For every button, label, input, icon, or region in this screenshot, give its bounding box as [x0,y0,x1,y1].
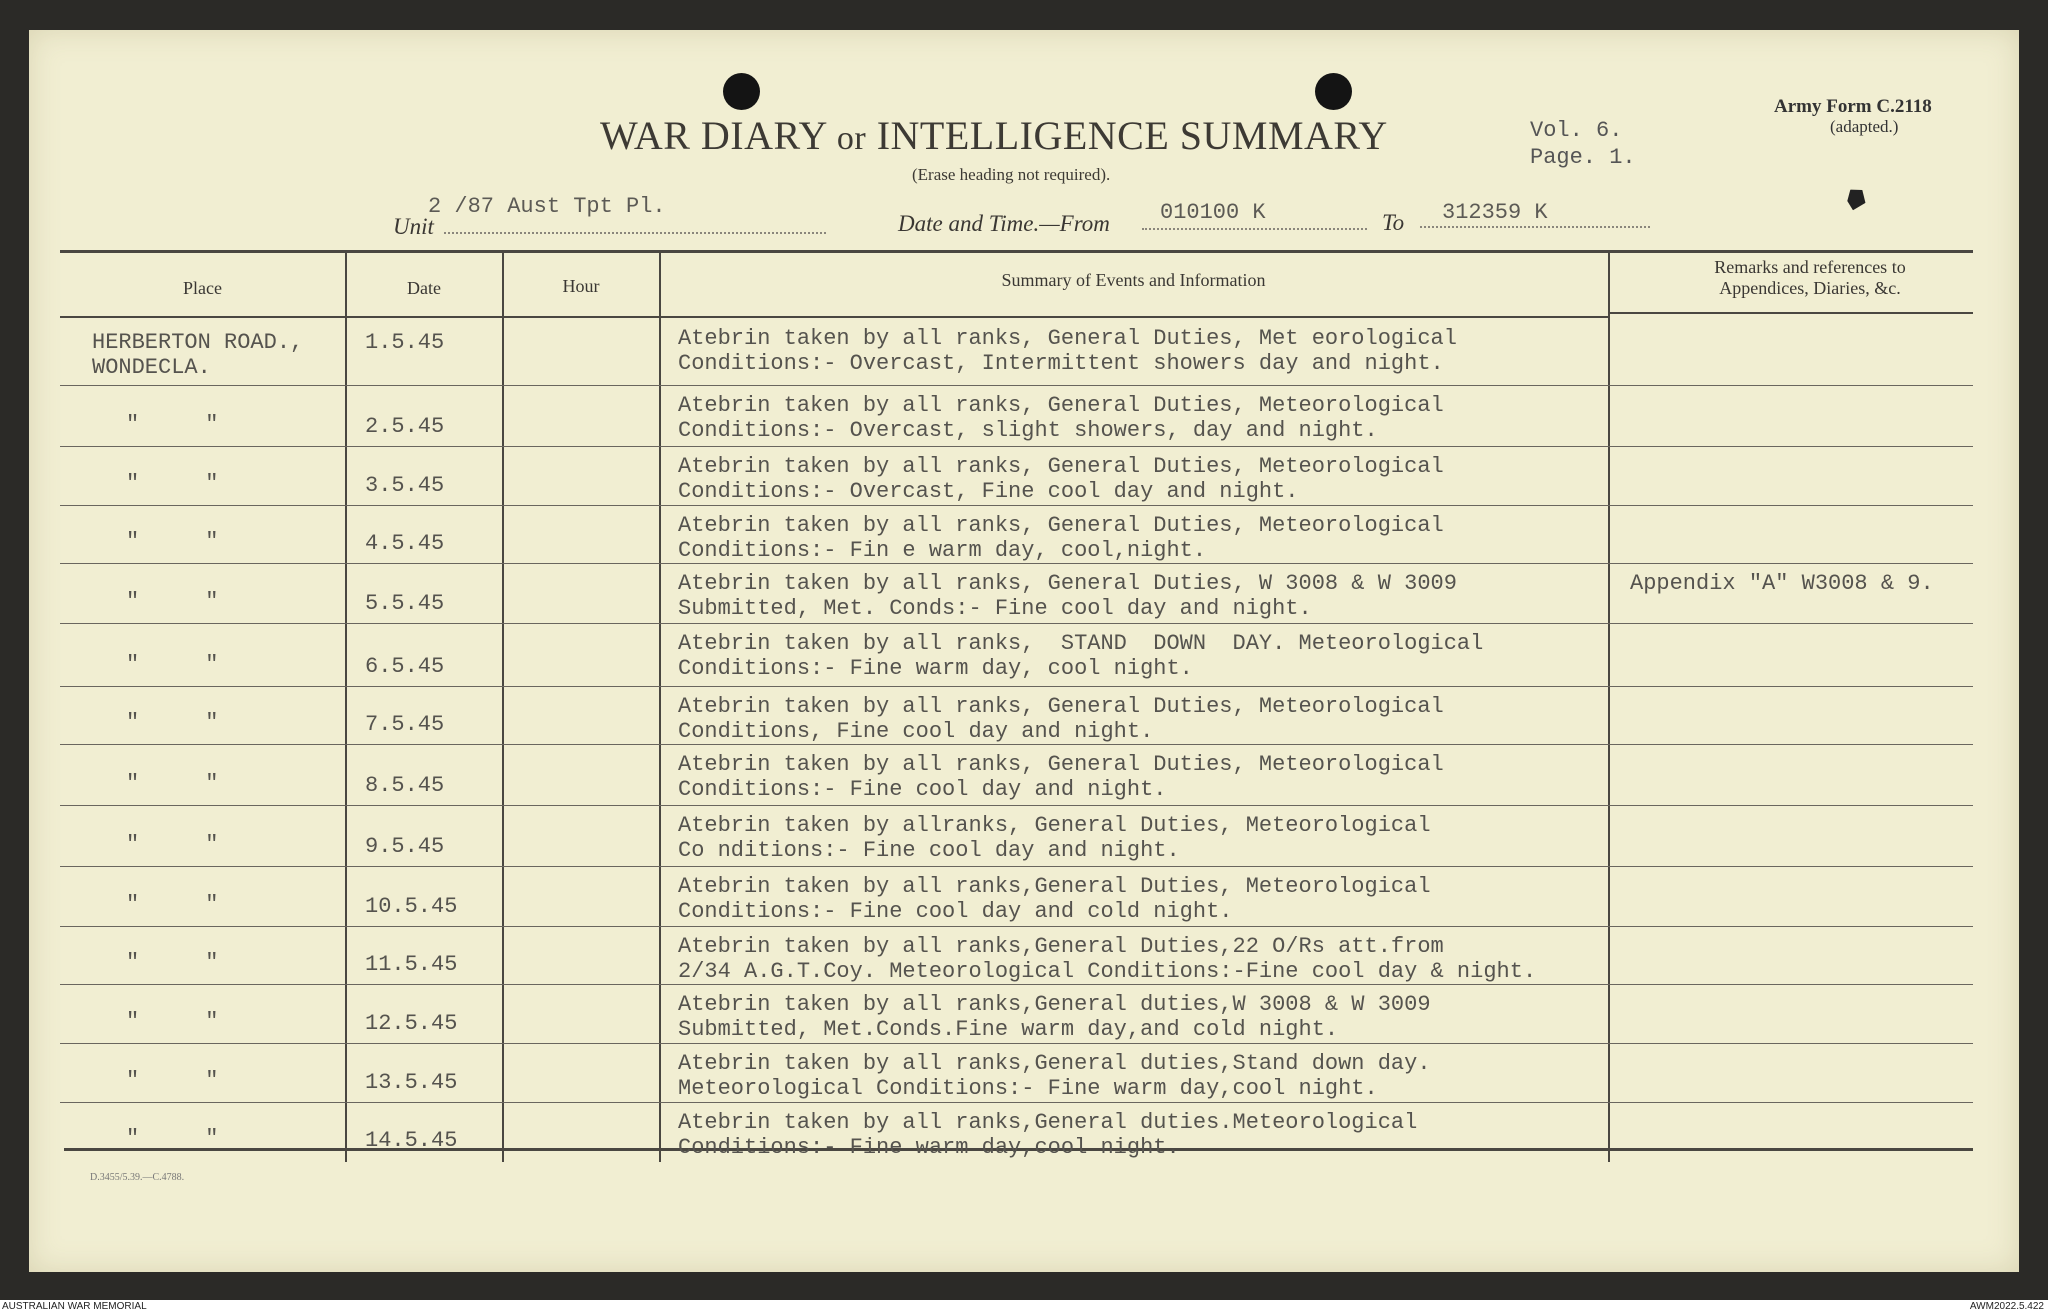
column-header-date: Date [407,278,441,298]
summary-line: Atebrin taken by all ranks, STAND DOWN DAY. Meteorological [678,631,1484,656]
form-print-code: D.3455/5.39.—C.4788. [90,1172,185,1183]
place-cell: " " [126,771,219,796]
archive-reference: AWM2022.5.422 [1969,1301,2044,1312]
place-cell: " " [126,892,219,917]
place-cell: " " [126,1009,219,1034]
date-time-label: Date and Time.—From [898,211,1110,236]
row-divider [60,805,1973,806]
date-cell: 14.5.45 [365,1128,458,1153]
date-from-line [1142,228,1367,230]
place-cell: " " [126,471,219,496]
unit-line [444,232,826,234]
summary-line: Conditions:- Overcast, slight showers, day and night. [678,418,1378,443]
punch-hole [1315,73,1352,110]
date-cell: 12.5.45 [365,1011,458,1036]
date-cell: 10.5.45 [365,894,458,919]
header-divider [60,316,1608,318]
date-cell: 9.5.45 [365,834,445,859]
date-cell: 5.5.45 [365,591,445,616]
summary-line: Conditions:- Fine cool day and cold night. [678,899,1233,924]
column-header-summary: Summary of Events and Information [1001,270,1266,290]
summary-line: Atebrin taken by all ranks,General duties.Meteorological [678,1110,1418,1135]
form-subtitle: (Erase heading not required). [912,165,1111,184]
remarks-header-line: Remarks and references to [1714,257,1906,277]
row-divider [60,984,1973,985]
date-cell: 6.5.45 [365,654,445,679]
row-divider [60,446,1973,447]
place-cell: " " [126,1068,219,1093]
column-divider [345,252,347,1162]
summary-line: Atebrin taken by all ranks,General Duties, Meteorological [678,874,1431,899]
unit-value: 2 /87 Aust Tpt Pl. [428,194,666,219]
column-header-place: Place [183,278,222,298]
row-divider [60,385,1973,386]
place-cell: " " [126,832,219,857]
summary-line: Atebrin taken by all ranks, General Duties, Meteorological [678,694,1444,719]
place-cell: " " [126,412,219,437]
summary-line: Conditions:- Fin e warm day, cool,night. [678,538,1207,563]
row-divider [60,866,1973,867]
row-divider [60,1043,1973,1044]
title-or: or [836,120,867,157]
summary-line: Submitted, Met. Conds:- Fine cool day and night. [678,596,1312,621]
summary-line: Atebrin taken by all ranks,General Duties,22 O/Rs att.from [678,934,1444,959]
column-divider [1608,252,1610,1162]
row-divider [60,686,1973,687]
date-to-line [1420,226,1650,228]
place-cell: " " [126,589,219,614]
archive-credit: AUSTRALIAN WAR MEMORIAL [2,1301,147,1312]
column-divider [659,252,661,1162]
place-cell: " " [126,950,219,975]
summary-line: Atebrin taken by all ranks, General Duties, Met eorological [678,326,1457,351]
place-cell: " " [126,710,219,735]
remarks-cell: Appendix "A" W3008 & 9. [1630,571,1934,596]
row-divider [60,623,1973,624]
date-from-value: 010100 K [1160,200,1266,225]
summary-line: Atebrin taken by all ranks, General Duties, Meteorological [678,454,1444,479]
army-form-adapted: (adapted.) [1830,117,1899,136]
row-divider [60,505,1973,506]
army-form-number: Army Form C.2118 [1774,96,1932,117]
column-header-hour: Hour [562,276,600,296]
summary-line: Atebrin taken by all ranks, General Duties, W 3008 & W 3009 [678,571,1457,596]
summary-line: Atebrin taken by all ranks,General duties,W 3008 & W 3009 [678,992,1431,1017]
remarks-header-divider [1608,312,1973,314]
summary-line: Meteorological Conditions:- Fine warm day,cool night. [678,1076,1378,1101]
summary-line: Conditions:- Overcast, Fine cool day and night. [678,479,1299,504]
remarks-header-line: Appendices, Diaries, &c. [1719,278,1901,298]
date-to-value: 312359 K [1442,200,1548,225]
summary-line: Conditions:- Fine cool day and night. [678,777,1167,802]
summary-line: Atebrin taken by all ranks, General Duties, Meteorological [678,393,1444,418]
date-cell: 3.5.45 [365,473,445,498]
row-divider [60,926,1973,927]
summary-line: Atebrin taken by all ranks,General duties,Stand down day. [678,1051,1431,1076]
summary-line: Conditions:- Fine warm day, cool night. [678,656,1193,681]
page-number: Page. 1. [1530,145,1636,170]
date-cell: 13.5.45 [365,1070,458,1095]
summary-line: Conditions, Fine cool day and night. [678,719,1154,744]
place-cell: " " [126,1126,219,1151]
archive-credit-bar [0,1300,2048,1314]
summary-line: Conditions:- Fine warm day,cool night. [678,1135,1180,1160]
summary-line: Atebrin taken by all ranks, General Duties, Meteorological [678,513,1444,538]
place-cell: HERBERTON ROAD., [92,330,304,355]
date-cell: 4.5.45 [365,531,445,556]
summary-line: Atebrin taken by all ranks, General Duties, Meteorological [678,752,1444,777]
unit-label: Unit [393,214,434,239]
volume-number: Vol. 6. [1530,118,1623,143]
row-divider [60,563,1973,564]
date-cell: 11.5.45 [365,952,458,977]
summary-line: Conditions:- Overcast, Intermittent showers day and night. [678,351,1444,376]
row-divider [60,744,1973,745]
place-cell: WONDECLA. [92,355,211,380]
punch-hole [723,73,760,110]
date-cell: 2.5.45 [365,414,445,439]
row-divider [60,1102,1973,1103]
summary-line: Atebrin taken by allranks, General Duties, Meteorological [678,813,1431,838]
place-cell: " " [126,529,219,554]
title-war-diary: WAR DIARY [600,113,827,158]
summary-line: Co nditions:- Fine cool day and night. [678,838,1180,863]
title-intelligence-summary: INTELLIGENCE SUMMARY [876,113,1388,158]
column-divider [502,252,504,1162]
date-cell: 1.5.45 [365,330,445,355]
date-to-label: To [1382,210,1405,235]
date-cell: 8.5.45 [365,773,445,798]
date-cell: 7.5.45 [365,712,445,737]
place-cell: " " [126,652,219,677]
column-header-remarks [1608,257,2012,299]
summary-line: 2/34 A.G.T.Coy. Meteorological Conditions:-Fine cool day & night. [678,959,1537,984]
form-title [600,112,1388,159]
summary-line: Submitted, Met.Conds.Fine warm day,and cold night. [678,1017,1339,1042]
